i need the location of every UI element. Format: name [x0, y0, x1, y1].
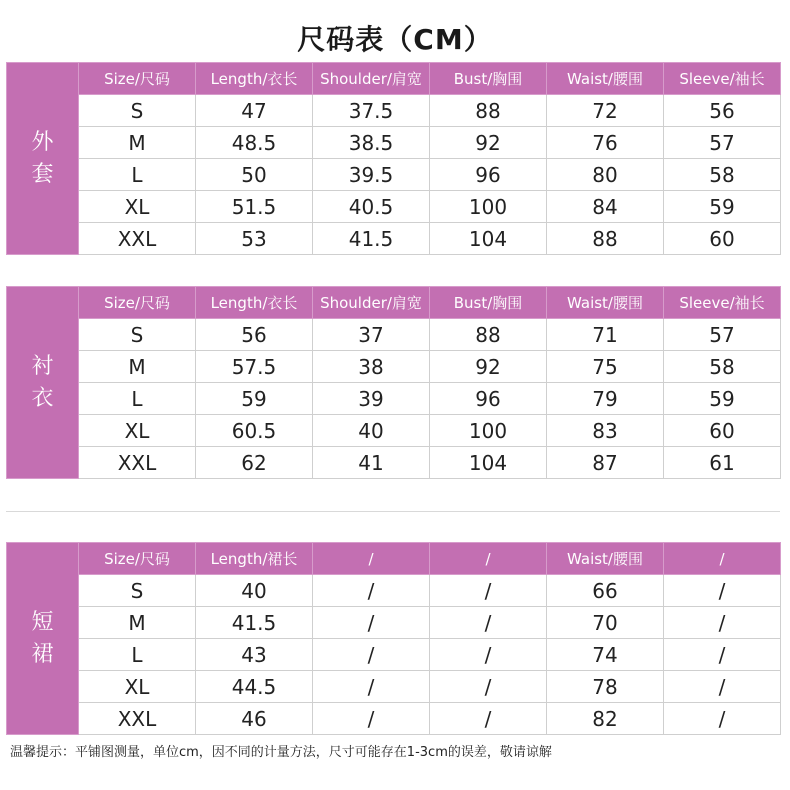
column-header: /	[664, 543, 781, 575]
table-cell: 78	[547, 671, 664, 703]
table-cell: 92	[430, 351, 547, 383]
size-table-jacket	[6, 62, 781, 255]
table-row	[7, 383, 781, 415]
table-row	[7, 575, 781, 607]
table-cell: 57.5	[196, 351, 313, 383]
column-header: Sleeve/袖长	[664, 63, 781, 95]
table-row	[7, 191, 781, 223]
column-header: /	[430, 543, 547, 575]
table-cell: 38.5	[313, 127, 430, 159]
table-row	[7, 223, 781, 255]
table-cell: /	[430, 639, 547, 671]
table-cell: 75	[547, 351, 664, 383]
table-cell: 40.5	[313, 191, 430, 223]
table-cell: 39.5	[313, 159, 430, 191]
table-cell: 58	[664, 351, 781, 383]
table-row	[7, 447, 781, 479]
table-cell: L	[79, 159, 196, 191]
table-cell: /	[430, 671, 547, 703]
table-cell: L	[79, 383, 196, 415]
table-cell: 48.5	[196, 127, 313, 159]
table-cell: 47	[196, 95, 313, 127]
table-cell: /	[430, 607, 547, 639]
table-cell: 88	[547, 223, 664, 255]
column-header: Shoulder/肩宽	[313, 287, 430, 319]
table-cell: XXL	[79, 703, 196, 735]
page-title: 尺码表（CM）	[297, 23, 493, 56]
table-cell: 80	[547, 159, 664, 191]
table-cell: /	[664, 607, 781, 639]
table-cell: 66	[547, 575, 664, 607]
table-row	[7, 671, 781, 703]
header-row	[7, 63, 781, 95]
table-cell: 84	[547, 191, 664, 223]
table-cell: 83	[547, 415, 664, 447]
table-cell: 46	[196, 703, 313, 735]
table-cell: 59	[196, 383, 313, 415]
table-cell: XL	[79, 671, 196, 703]
table-cell: 41	[313, 447, 430, 479]
table-cell: /	[313, 607, 430, 639]
table-cell: 56	[196, 319, 313, 351]
table-cell: 40	[313, 415, 430, 447]
table-cell: /	[430, 575, 547, 607]
table-row	[7, 639, 781, 671]
table-cell: /	[664, 671, 781, 703]
table-cell: /	[664, 703, 781, 735]
table-cell: /	[313, 639, 430, 671]
column-header: /	[313, 543, 430, 575]
column-header: Size/尺码	[79, 63, 196, 95]
table-cell: 71	[547, 319, 664, 351]
table-cell: 51.5	[196, 191, 313, 223]
table-row	[7, 159, 781, 191]
table-row	[7, 607, 781, 639]
header-row	[7, 543, 781, 575]
column-header: Size/尺码	[79, 287, 196, 319]
table-cell: 57	[664, 319, 781, 351]
table-cell: 60	[664, 223, 781, 255]
table-cell: 104	[430, 447, 547, 479]
table-cell: M	[79, 607, 196, 639]
size-table-skirt	[6, 542, 781, 735]
table-cell: 74	[547, 639, 664, 671]
table-cell: M	[79, 351, 196, 383]
table-cell: 70	[547, 607, 664, 639]
table-cell: /	[313, 703, 430, 735]
column-header: Waist/腰围	[547, 63, 664, 95]
table-row	[7, 127, 781, 159]
column-header: Bust/胸围	[430, 287, 547, 319]
table-cell: 58	[664, 159, 781, 191]
table-cell: 38	[313, 351, 430, 383]
table-cell: 100	[430, 191, 547, 223]
table-cell: 57	[664, 127, 781, 159]
table-cell: 61	[664, 447, 781, 479]
header-row	[7, 287, 781, 319]
table-cell: 79	[547, 383, 664, 415]
column-header: Waist/腰围	[547, 543, 664, 575]
table-cell: 96	[430, 159, 547, 191]
column-header: Waist/腰围	[547, 287, 664, 319]
table-cell: 92	[430, 127, 547, 159]
table-row	[7, 703, 781, 735]
column-header: Shoulder/肩宽	[313, 63, 430, 95]
table-cell: S	[79, 95, 196, 127]
table-cell: 37.5	[313, 95, 430, 127]
table-cell: 87	[547, 447, 664, 479]
category-label: 外 套	[7, 63, 79, 255]
table-cell: 62	[196, 447, 313, 479]
table-cell: XL	[79, 415, 196, 447]
table-cell: 60.5	[196, 415, 313, 447]
table-cell: 59	[664, 383, 781, 415]
table-cell: 59	[664, 191, 781, 223]
size-table-shirt	[6, 286, 781, 479]
column-header: Length/衣长	[196, 287, 313, 319]
divider	[6, 511, 780, 512]
table-cell: L	[79, 639, 196, 671]
table-cell: 53	[196, 223, 313, 255]
table-cell: 40	[196, 575, 313, 607]
table-cell: 88	[430, 319, 547, 351]
table-row	[7, 319, 781, 351]
table-row	[7, 95, 781, 127]
table-cell: 50	[196, 159, 313, 191]
column-header: Bust/胸围	[430, 63, 547, 95]
table-cell: S	[79, 575, 196, 607]
table-cell: 56	[664, 95, 781, 127]
category-label: 短 裙	[7, 543, 79, 735]
category-label: 衬 衣	[7, 287, 79, 479]
table-cell: /	[664, 639, 781, 671]
table-cell: 96	[430, 383, 547, 415]
table-cell: /	[664, 575, 781, 607]
table-cell: 76	[547, 127, 664, 159]
table-cell: /	[430, 703, 547, 735]
table-row	[7, 415, 781, 447]
column-header: Sleeve/袖长	[664, 287, 781, 319]
table-cell: S	[79, 319, 196, 351]
column-header: Length/裙长	[196, 543, 313, 575]
footnote: 温馨提示：平铺图测量，单位cm，因不同的计量方法，尺寸可能存在1-3cm的误差，敬请谅解	[10, 745, 552, 760]
table-cell: 43	[196, 639, 313, 671]
table-cell: M	[79, 127, 196, 159]
table-cell: 72	[547, 95, 664, 127]
column-header: Length/衣长	[196, 63, 313, 95]
table-cell: 41.5	[313, 223, 430, 255]
table-row	[7, 351, 781, 383]
table-cell: XXL	[79, 223, 196, 255]
table-cell: 60	[664, 415, 781, 447]
table-cell: 39	[313, 383, 430, 415]
table-cell: 41.5	[196, 607, 313, 639]
table-cell: 88	[430, 95, 547, 127]
table-cell: 82	[547, 703, 664, 735]
table-cell: 104	[430, 223, 547, 255]
table-cell: 44.5	[196, 671, 313, 703]
table-cell: /	[313, 575, 430, 607]
table-cell: 37	[313, 319, 430, 351]
table-cell: /	[313, 671, 430, 703]
table-cell: XXL	[79, 447, 196, 479]
table-cell: XL	[79, 191, 196, 223]
table-cell: 100	[430, 415, 547, 447]
column-header: Size/尺码	[79, 543, 196, 575]
